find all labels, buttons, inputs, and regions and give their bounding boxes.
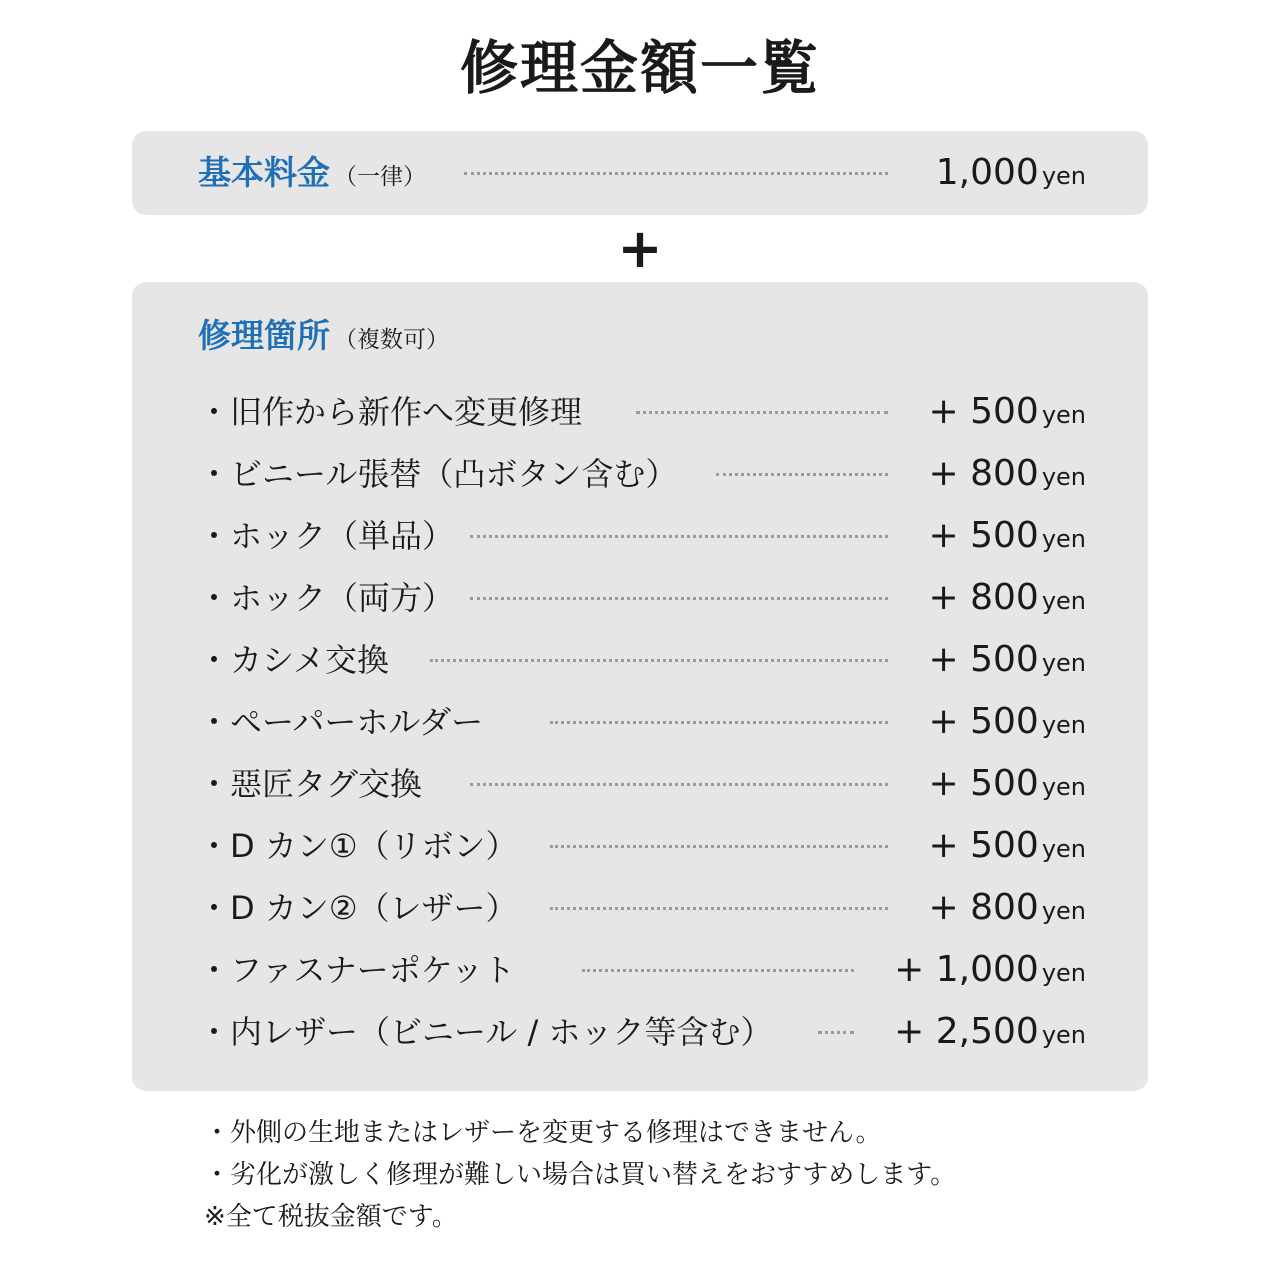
dot-leader <box>818 1031 854 1034</box>
list-item <box>132 759 1148 809</box>
repair-heading-row <box>132 311 1148 361</box>
item-label: ・ホック（両方） <box>198 579 455 617</box>
dot-leader <box>470 535 888 538</box>
item-label: ・ホック（単品） <box>198 517 455 555</box>
dot-leader <box>430 659 888 662</box>
list-item <box>132 1007 1148 1057</box>
price-unit: yen <box>1041 649 1086 677</box>
note-line: ・劣化が激しく修理が難しい場合は買い替えをおすすめします。 <box>204 1160 957 1190</box>
base-fee-panel <box>132 131 1148 215</box>
price-unit: yen <box>1041 525 1086 553</box>
list-item <box>132 945 1148 995</box>
price-value: + 500 <box>928 515 1039 556</box>
list-item <box>132 449 1148 499</box>
dot-leader <box>550 845 888 848</box>
price-unit: yen <box>1041 711 1086 739</box>
dot-leader <box>464 172 888 175</box>
item-price <box>928 883 1086 933</box>
price-value: + 800 <box>928 453 1039 494</box>
base-fee-label <box>198 148 426 198</box>
item-price <box>928 697 1086 747</box>
item-label: ・カシメ交換 <box>198 641 390 679</box>
repair-panel <box>132 282 1148 1091</box>
base-fee-heading: 基本料金 <box>198 153 330 192</box>
dot-leader <box>582 969 854 972</box>
list-item <box>132 573 1148 623</box>
item-price <box>928 759 1086 809</box>
price-unit: yen <box>1041 773 1086 801</box>
base-fee-qualifier: （一律） <box>334 164 426 190</box>
dot-leader <box>636 411 888 414</box>
list-item <box>132 387 1148 437</box>
item-price <box>928 821 1086 871</box>
price-value: + 500 <box>928 825 1039 866</box>
dot-leader <box>716 473 888 476</box>
item-label: ・ビニール張替（凸ボタン含む） <box>198 455 678 493</box>
dot-leader <box>550 907 888 910</box>
note-line: ・外側の生地またはレザーを変更する修理はできません。 <box>204 1118 882 1148</box>
price-value: + 500 <box>928 763 1039 804</box>
price-value: + 2,500 <box>894 1011 1039 1052</box>
price-value: + 1,000 <box>894 949 1039 990</box>
item-label: ・惡匠タグ交換 <box>198 765 423 803</box>
item-price <box>894 1007 1086 1057</box>
item-price <box>894 945 1086 995</box>
note-line: ※全て税抜金額です。 <box>204 1202 458 1232</box>
item-price <box>928 511 1086 561</box>
price-value: + 800 <box>928 577 1039 618</box>
base-fee-row <box>132 148 1148 198</box>
item-label: ・ペーパーホルダー <box>198 703 484 741</box>
list-item <box>132 821 1148 871</box>
price-unit: yen <box>1041 1021 1086 1049</box>
item-price <box>928 573 1086 623</box>
price-value: + 500 <box>928 391 1039 432</box>
base-fee-price <box>936 148 1086 198</box>
price-unit: yen <box>1041 959 1086 987</box>
price-unit: yen <box>1041 897 1086 925</box>
item-label: ・旧作から新作へ変更修理 <box>198 393 583 431</box>
dot-leader <box>470 783 888 786</box>
list-item <box>132 635 1148 685</box>
dot-leader <box>550 721 888 724</box>
item-label: ・D カン①（リボン） <box>198 827 518 865</box>
item-label: ・内レザー（ビニール / ホック等含む） <box>198 1013 773 1051</box>
list-item <box>132 883 1148 933</box>
item-price <box>928 387 1086 437</box>
price-unit: yen <box>1041 162 1086 190</box>
repair-qualifier: （複数可） <box>334 327 449 353</box>
plus-sign: + <box>617 217 663 280</box>
list-item <box>132 511 1148 561</box>
item-price <box>928 635 1086 685</box>
repair-label <box>198 311 449 361</box>
list-item <box>132 697 1148 747</box>
repair-heading: 修理箇所 <box>198 316 330 355</box>
dot-leader <box>470 597 888 600</box>
notes <box>204 1112 1204 1238</box>
price-unit: yen <box>1041 401 1086 429</box>
price-value: + 800 <box>928 887 1039 928</box>
price-value: + 500 <box>928 639 1039 680</box>
item-label: ・D カン②（レザー） <box>198 889 518 927</box>
price-unit: yen <box>1041 463 1086 491</box>
price-unit: yen <box>1041 587 1086 615</box>
price-value: + 500 <box>928 701 1039 742</box>
page-title: 修理金額一覧 <box>459 34 820 102</box>
item-price <box>928 449 1086 499</box>
price-unit: yen <box>1041 835 1086 863</box>
item-label: ・ファスナーポケット <box>198 951 516 989</box>
price-value: 1,000 <box>935 152 1039 193</box>
